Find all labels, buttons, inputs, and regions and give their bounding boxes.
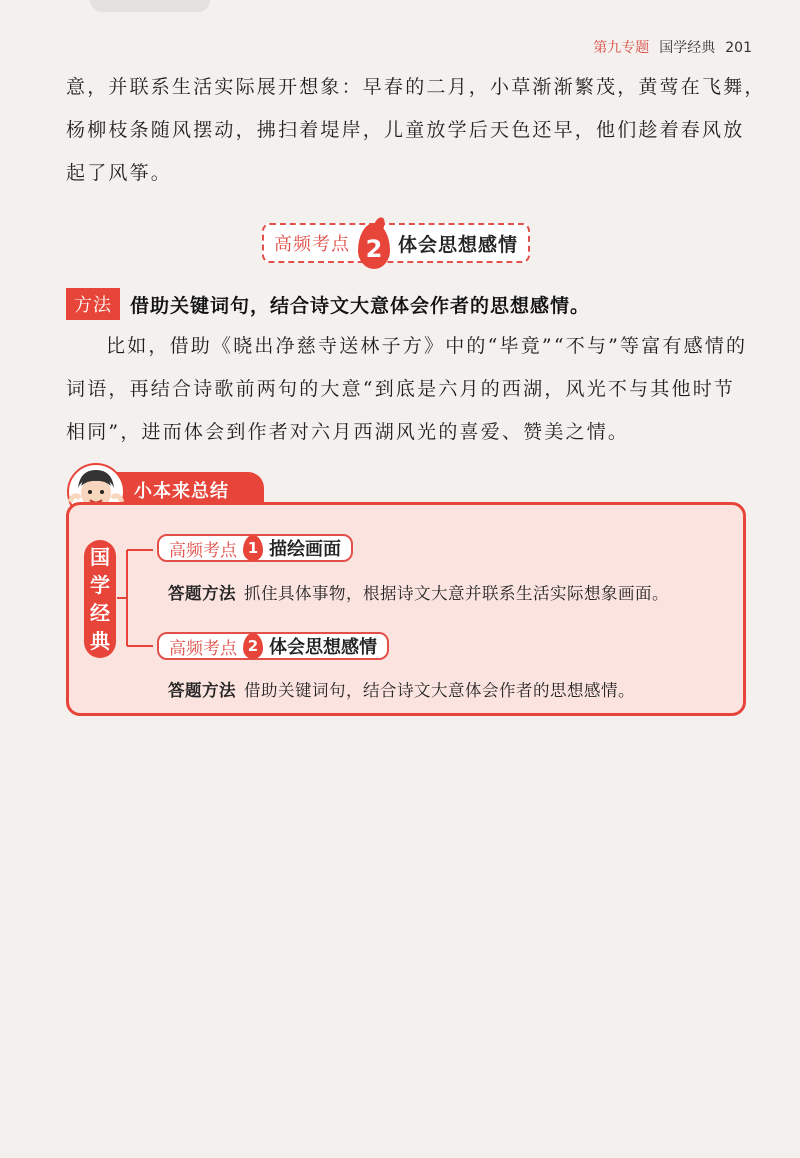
kaodian-heading: [262, 218, 530, 268]
text-line: 相同”，进而体会到作者对六月西湖风光的喜爱、赞美之情。: [66, 421, 630, 443]
flame-icon: [241, 631, 265, 661]
summary-kaodian-title: 描绘画面: [269, 539, 341, 560]
page-header: [593, 37, 752, 57]
paragraph-1: [66, 66, 766, 195]
method-label: 答题方法: [168, 584, 236, 603]
flame-icon: [356, 223, 392, 269]
summary-kaodian-title: 体会思想感情: [269, 637, 377, 658]
method-label: 答题方法: [168, 681, 236, 700]
text-line: 起了风筝。: [66, 162, 173, 184]
summary-method-2: [168, 677, 635, 701]
method-tag: 方法: [66, 288, 120, 320]
binding-shadow: [90, 0, 210, 12]
flame-icon: [241, 533, 265, 563]
header-book: 国学经典: [659, 40, 716, 56]
text-line: 杨柳枝条随风摆动，拂扫着堤岸，儿童放学后天色还早，他们趁着春风放: [66, 119, 745, 141]
kaodian-label: 高频考点: [274, 234, 350, 255]
category-char: 经: [90, 601, 110, 625]
summary-kaodian-label: 高频考点: [169, 638, 237, 659]
tree-bracket: [117, 548, 153, 648]
summary-kaodian-number: 2: [247, 637, 259, 655]
category-pill: [84, 540, 116, 658]
paragraph-2: [66, 325, 756, 454]
summary-kaodian-1: [157, 534, 353, 562]
summary-kaodian-2: [157, 632, 389, 660]
summary-kaodian-label: 高频考点: [169, 540, 237, 561]
category-char: 学: [90, 573, 110, 597]
method-line: [66, 288, 590, 320]
summary-tab-label: 小本来总结: [134, 481, 229, 502]
text-line: 比如，借助《晓出净慈寺送林子方》中的“毕竟”“不与”等富有感情的: [106, 335, 748, 357]
page-number: 201: [725, 40, 752, 56]
text-line: 词语，再结合诗歌前两句的大意“到底是六月的西湖，风光不与其他时节: [66, 378, 736, 400]
kaodian-title: 体会思想感情: [398, 233, 519, 256]
method-text: 借助关键词句，结合诗文大意体会作者的思想感情。: [130, 294, 591, 317]
kaodian-box: [262, 223, 530, 263]
summary-kaodian-number: 1: [247, 539, 259, 557]
header-section: 第九专题: [593, 40, 650, 56]
kaodian-number: 2: [365, 235, 383, 263]
summary-method-1: [168, 580, 669, 604]
text-line: 意，并联系生活实际展开想象：早春的二月，小草渐渐繁茂，黄莺在飞舞，: [66, 76, 766, 98]
summary-kaodian-box: [157, 632, 389, 660]
category-char: 国: [90, 545, 110, 569]
summary-kaodian-box: [157, 534, 353, 562]
category-char: 典: [90, 629, 110, 653]
method-text: 借助关键词句，结合诗文大意体会作者的思想感情。: [244, 681, 635, 700]
method-text: 抓住具体事物，根据诗文大意并联系生活实际想象画面。: [244, 584, 669, 603]
